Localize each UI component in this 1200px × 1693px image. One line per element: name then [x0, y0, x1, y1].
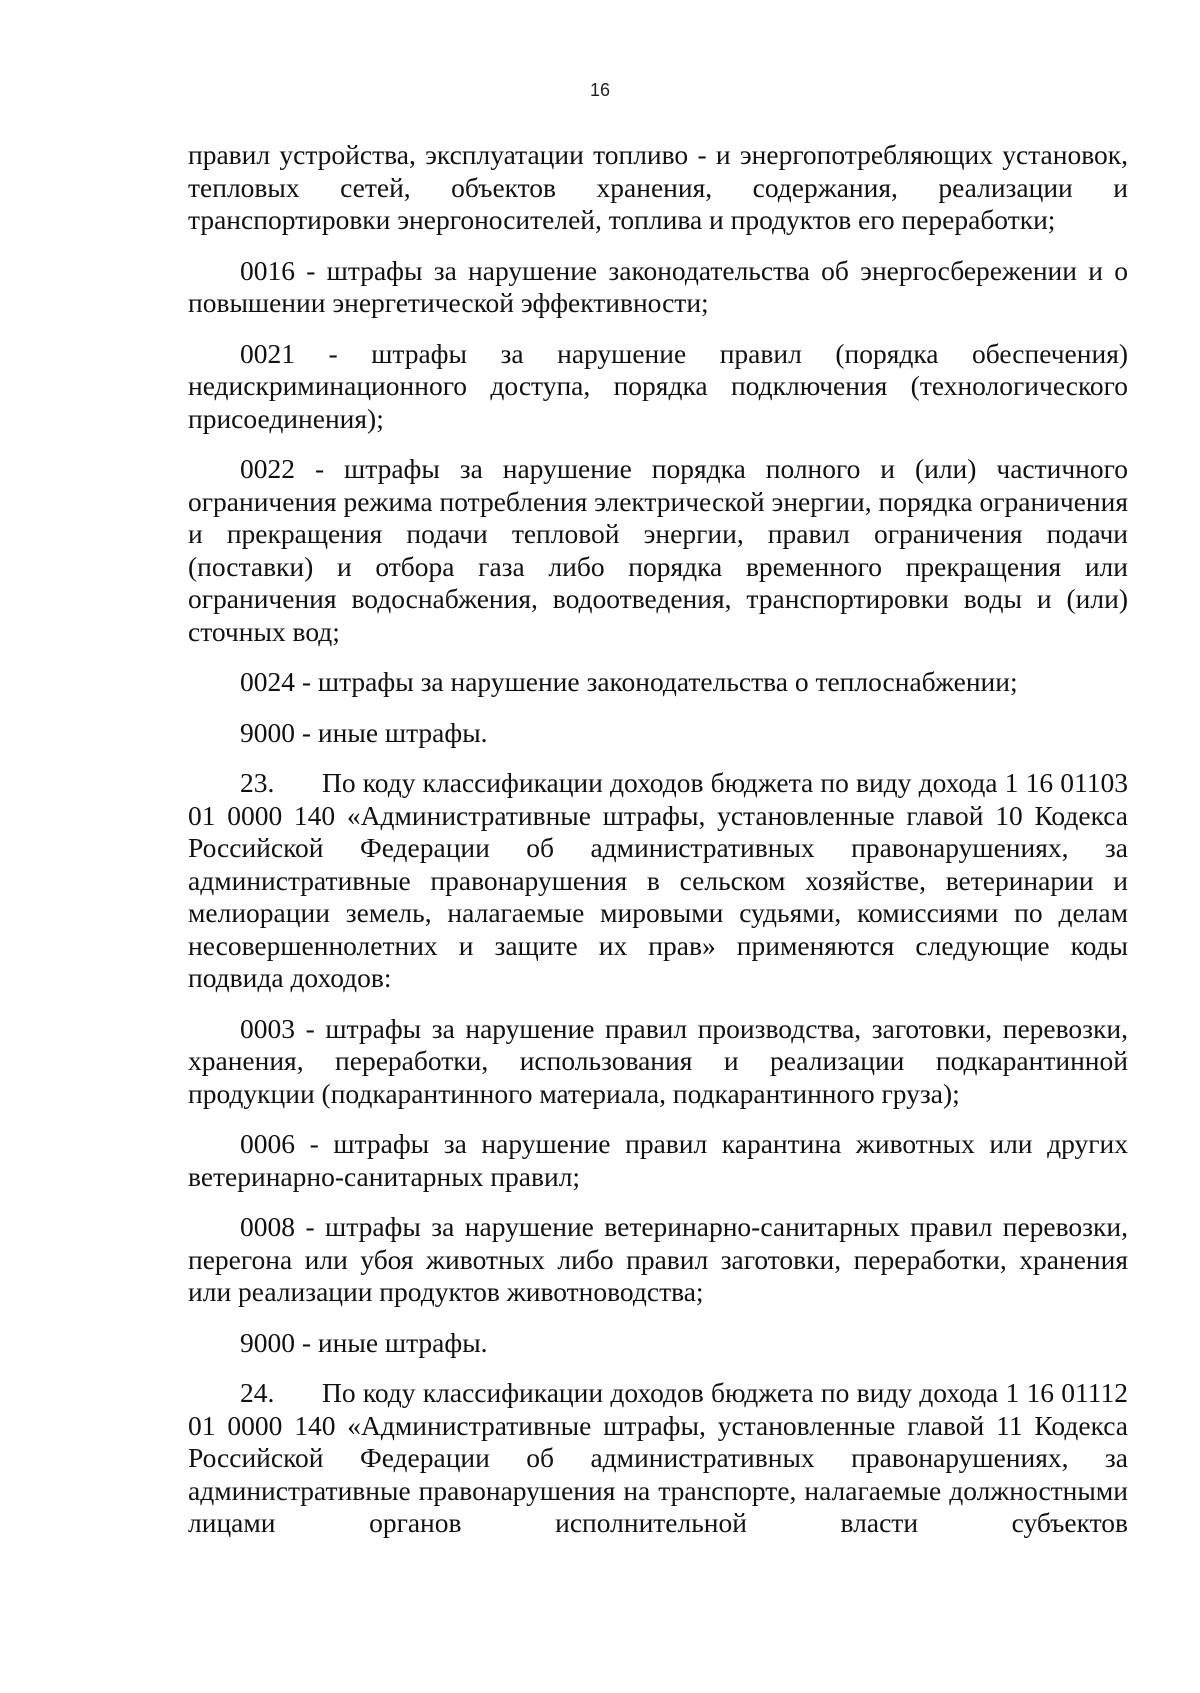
paragraph-text: По коду классификации доходов бюджета по виду дохода 1 16 01103 01 0000 140 «Административные штрафы, установленные главой 10 Кодекса Российской Федерации об административных правонарушениях, за административные правонарушения в сельском хозяйстве, ветеринарии и мелиорации земель, налагаемые мировыми судьями, комиссиями по делам несовершеннолетних и защите их прав» применяются следующие коды подвида доходов:: [188, 767, 1128, 993]
paragraph-continuation: [188, 139, 1128, 237]
paragraph-code-0022: [188, 453, 1128, 648]
paragraph-text: 0016 - штрафы за нарушение законодательства об энергосбережении и о повышении энергетической эффективности;: [188, 254, 1128, 318]
paragraph-text: 0006 - штрафы за нарушение правил карантина животных или других ветеринарно-санитарных правил;: [188, 1128, 1128, 1192]
paragraph-text: 0003 - штрафы за нарушение правил производства, заготовки, перевозки, хранения, переработки, использования и реализации подкарантинной продукции (подкарантинного материала, подкарантинного груза);: [188, 1012, 1128, 1109]
paragraph-code-9000-second: [188, 1327, 1128, 1360]
paragraph-item-24: [188, 1377, 1128, 1540]
document-body: [188, 139, 1128, 1558]
paragraph-text: 9000 - иные штрафы.: [240, 716, 488, 748]
paragraph-text: 9000 - иные штрафы.: [240, 1326, 488, 1358]
item-number: 23.: [240, 767, 275, 798]
paragraph-code-0024: [188, 666, 1128, 699]
paragraph-text: правил устройства, эксплуатации топливо - и энергопотребляющих установок, тепловых сетей, объектов хранения, содержания, реализации и транспортировки энергоносителей, топлива и продуктов его переработки;: [188, 139, 1128, 235]
paragraph-code-0006: [188, 1128, 1128, 1193]
paragraph-text: 0021 - штрафы за нарушение правил (порядка обеспечения) недискриминационного доступа, порядка подключения (технологического присоединения);: [188, 337, 1128, 434]
paragraph-code-0021: [188, 338, 1128, 436]
item-number: 24.: [240, 1377, 275, 1408]
paragraph-text: 0022 - штрафы за нарушение порядка полного и (или) частичного ограничения режима потребления электрической энергии, порядка ограничения и прекращения подачи тепловой энергии, правил ограничения подачи (поставки) и отбора газа либо порядка временного прекращения или ограничения водоснабжения, водоотведения, транспортировки воды и (или) сточных вод;: [188, 453, 1128, 647]
paragraph-code-0008: [188, 1211, 1128, 1309]
paragraph-text: 0008 - штрафы за нарушение ветеринарно-санитарных правил перевозки, перегона или убоя животных либо правил заготовки, переработки, хранения или реализации продуктов животноводства;: [188, 1211, 1128, 1307]
paragraph-item-23: [188, 767, 1128, 995]
page-number: 16: [589, 80, 611, 100]
paragraph-code-0003: [188, 1013, 1128, 1111]
paragraph-code-9000: [188, 717, 1128, 750]
paragraph-text: 0024 - штрафы за нарушение законодательства о теплоснабжении;: [240, 666, 1018, 697]
paragraph-text: По коду классификации доходов бюджета по виду дохода 1 16 01112 01 0000 140 «Административные штрафы, установленные главой 11 Кодекса Российской Федерации об административных правонарушениях, за административные правонарушения на транспорте, налагаемые должностными лицами органов исполнительной власти субъектов: [188, 1377, 1128, 1538]
paragraph-code-0016: [188, 255, 1128, 320]
